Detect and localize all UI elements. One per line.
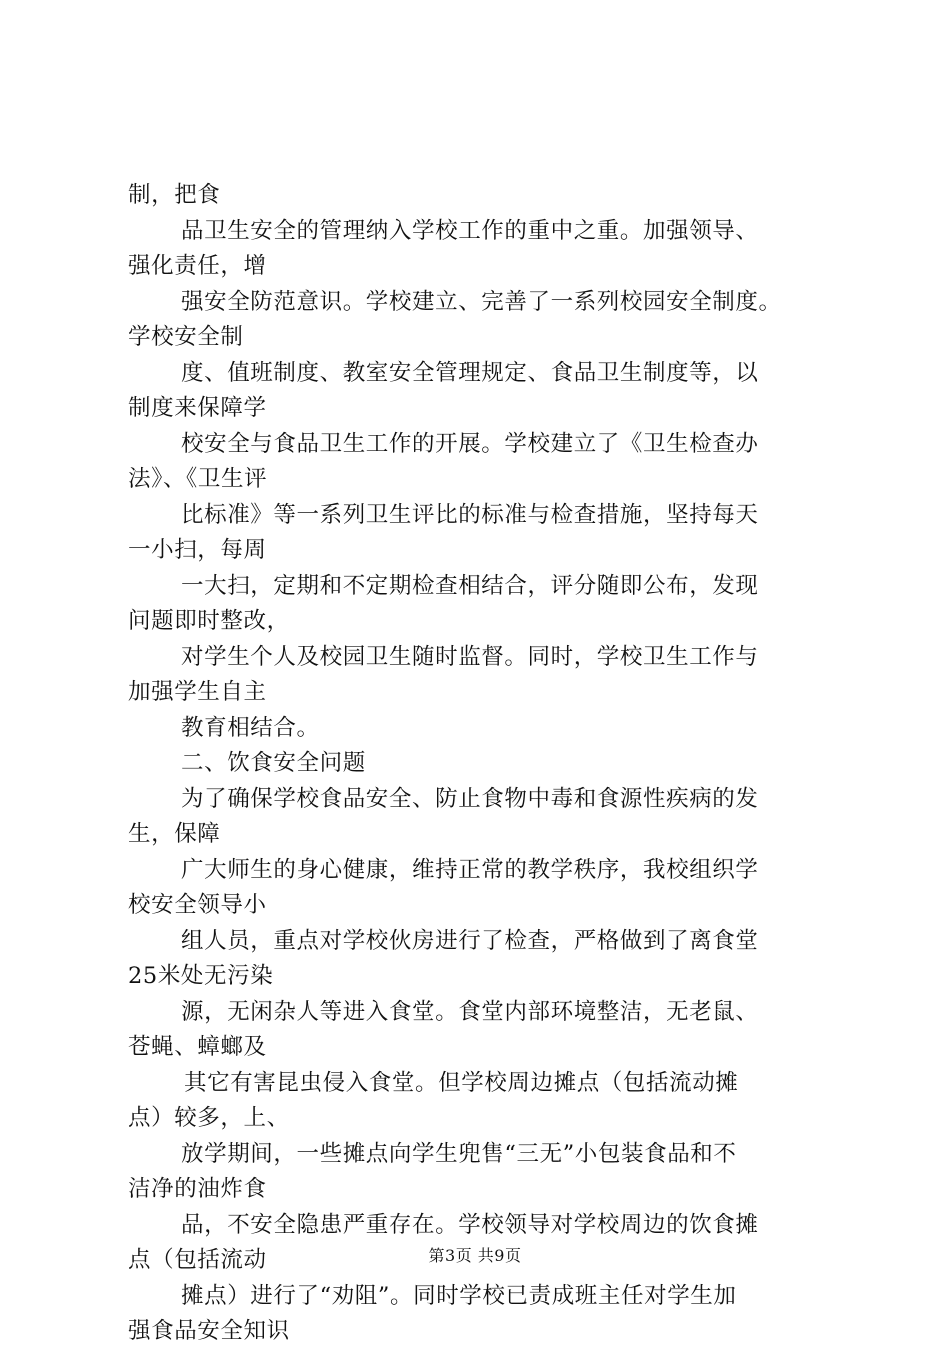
text-line: 学校安全制 bbox=[128, 324, 244, 350]
text-line: 源，无闲杂人等进入食堂。食堂内部环境整洁，无老鼠、 bbox=[181, 998, 759, 1025]
text-line: 苍蝇、蟑螂及 bbox=[128, 1034, 267, 1060]
text-line: 强食品安全知识 bbox=[128, 1318, 290, 1344]
text-line: 教育相结合。 bbox=[181, 714, 320, 741]
text-line: 对学生个人及校园卫生随时监督。同时，学校卫生工作与 bbox=[181, 643, 759, 670]
text-line: 品卫生安全的管理纳入学校工作的重中之重。加强领导、 bbox=[181, 217, 759, 244]
text-line: 法》、《卫生评 bbox=[128, 466, 268, 492]
text-line: 广大师生的身心健康，维持正常的教学秩序，我校组织学 bbox=[181, 856, 759, 883]
text-line: 洁净的油炸食 bbox=[128, 1176, 267, 1202]
text-line: 制度来保障学 bbox=[128, 395, 267, 421]
text-line: 放学期间，一些摊点向学生兜售“三无”小包装食品和不 bbox=[181, 1140, 737, 1167]
page-number-footer: 第3页 共9页 bbox=[428, 1246, 522, 1265]
text-line: 制，把食 bbox=[128, 182, 221, 208]
text-line: 摊点）进行了“劝阻”。同时学校已责成班主任对学生加 bbox=[181, 1282, 737, 1309]
text-line: 加强学生自主 bbox=[128, 679, 267, 705]
text-line: 问题即时整改， bbox=[128, 608, 290, 634]
text-line: 组人员，重点对学校伙房进行了检查，严格做到了离食堂 bbox=[181, 927, 759, 954]
text-line: 25米处无污染 bbox=[128, 963, 274, 989]
section-heading: 二、饮食安全问题 bbox=[181, 750, 366, 776]
text-line: 校安全领导小 bbox=[128, 892, 267, 918]
document-body bbox=[128, 178, 848, 1350]
text-line: 比标准》等一系列卫生评比的标准与检查措施，坚持每天 bbox=[181, 501, 759, 528]
text-line: 度、值班制度、教室安全管理规定、食品卫生制度等，以 bbox=[181, 359, 759, 386]
text-line: 品，不安全隐患严重存在。学校领导对学校周边的饮食摊 bbox=[181, 1211, 759, 1238]
text-line: 一大扫，定期和不定期检查相结合，评分随即公布，发现 bbox=[181, 572, 759, 599]
text-line: 强化责任，增 bbox=[128, 253, 267, 279]
text-line: 一小扫，每周 bbox=[128, 537, 267, 563]
text-line: 其它有害昆虫侵入食堂。但学校周边摊点（包括流动摊 bbox=[184, 1069, 739, 1096]
text-line: 点（包括流动 bbox=[128, 1247, 267, 1273]
text-line: 为了确保学校食品安全、防止食物中毒和食源性疾病的发 bbox=[181, 785, 759, 812]
text-line: 校安全与食品卫生工作的开展。学校建立了《卫生检查办 bbox=[181, 430, 759, 457]
text-line: 生，保障 bbox=[128, 821, 221, 847]
text-line: 点）较多，上、 bbox=[128, 1105, 290, 1131]
text-line: 强安全防范意识。学校建立、完善了一系列校园安全制度。 bbox=[181, 288, 782, 315]
